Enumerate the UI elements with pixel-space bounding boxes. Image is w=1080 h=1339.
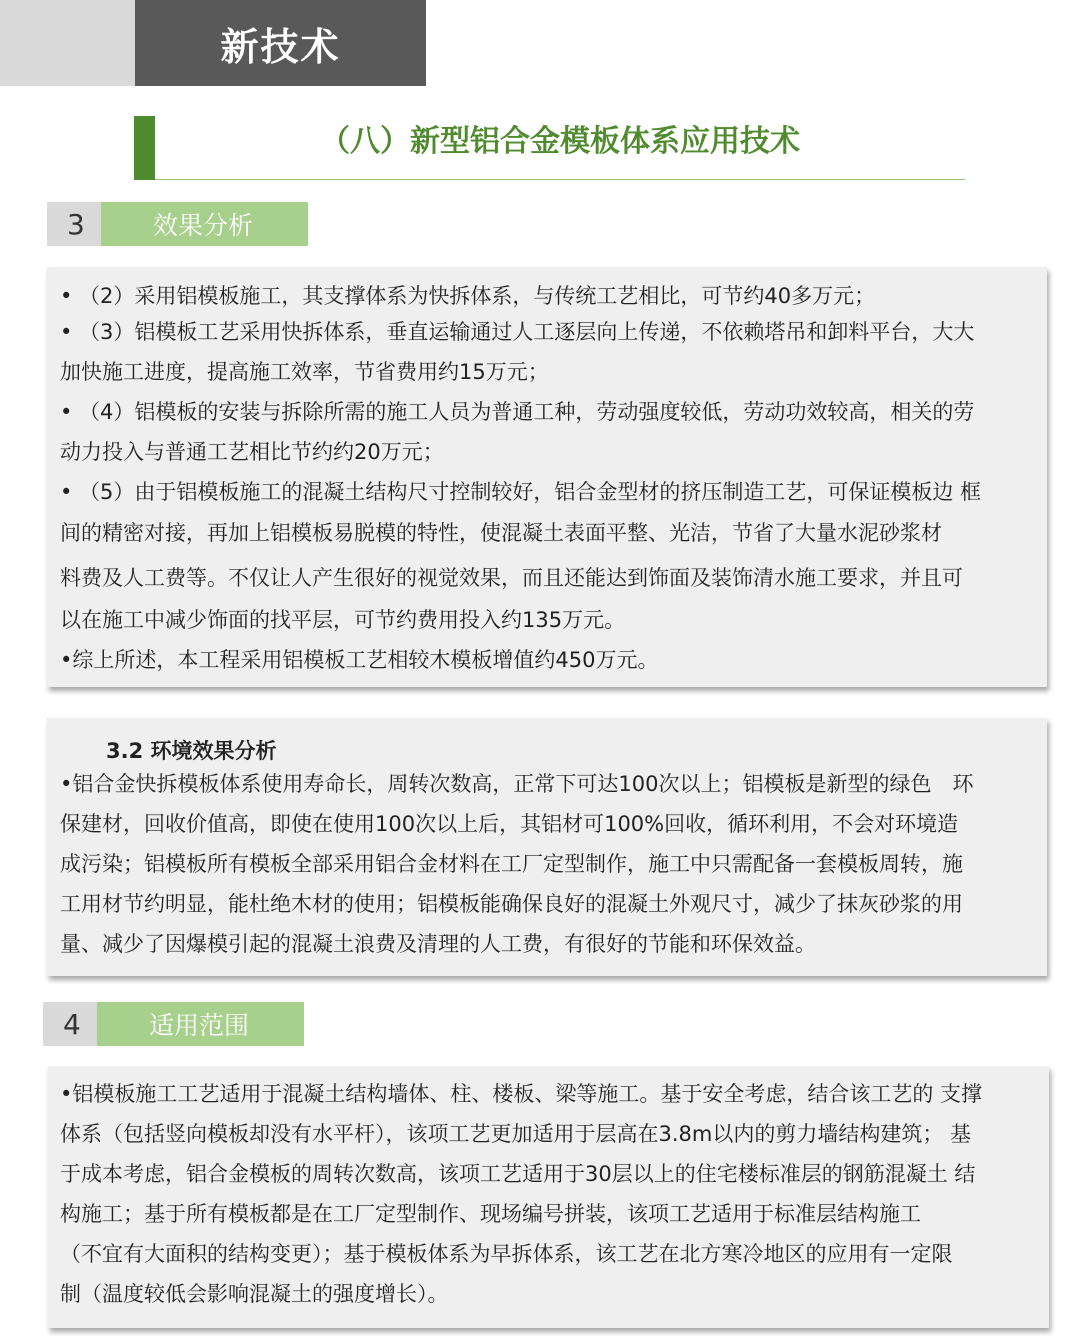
scope-line: 构施工；基于所有模板都是在工厂定型制作、现场编号拼装，该项工艺适用于标准层结构施工 xyxy=(60,1202,921,1226)
header-tag: 新技术 xyxy=(135,0,426,86)
effect-line: • （2）采用铝模板施工，其支撑体系为快拆体系，与传统工艺相比，可节约40多万元； xyxy=(60,284,876,308)
effect-line: • （3）铝模板工艺采用快拆体系，垂直运输通过人工逐层向上传递，不依赖塔吊和卸料平台，大大 xyxy=(60,320,975,344)
environment-line: •铝合金快拆模板体系使用寿命长，周转次数高，正常下可达100次以上；铝模板是新型的绿色 环 xyxy=(60,772,974,796)
section-4-number: 4 xyxy=(43,1002,97,1046)
section-3-label: 效果分析 xyxy=(101,202,308,246)
effect-line: 料费及人工费等。不仅让人产生很好的视觉效果，而且还能达到饰面及装饰清水施工要求，并且可 xyxy=(60,566,963,590)
page-title: （八）新型铝合金模板体系应用技术 xyxy=(320,124,800,159)
effect-line: •综上所述，本工程采用铝模板工艺相较木模板增值约450万元。 xyxy=(60,648,659,672)
effect-line: 动力投入与普通工艺相比节约约20万元； xyxy=(60,440,444,464)
environment-heading: 3.2 环境效果分析 xyxy=(106,739,277,763)
scope-line: （不宜有大面积的结构变更）；基于模板体系为早拆体系，该工艺在北方寒冷地区的应用有一定限 xyxy=(60,1242,953,1266)
environment-line: 保建材，回收价值高，即使在使用100次以上后，其铝材可100%回收，循环利用，不会对环境造 xyxy=(60,812,959,836)
section-4-label: 适用范围 xyxy=(97,1002,304,1046)
effect-line: • （4）铝模板的安装与拆除所需的施工人员为普通工种，劳动强度较低，劳动功效较高，相关的劳 xyxy=(60,400,975,424)
title-accent-bar xyxy=(134,116,155,180)
title-underline xyxy=(155,179,965,180)
environment-line: 量、减少了因爆模引起的混凝土浪费及清理的人工费，有很好的节能和环保效益。 xyxy=(60,932,816,956)
environment-line: 成污染；铝模板所有模板全部采用铝合金材料在工厂定型制作，施工中只需配备一套模板周转，施 xyxy=(60,852,963,876)
scope-line: 体系（包括竖向模板却没有水平杆），该项工艺更加适用于层高在3.8m以内的剪力墙结构建筑； 基 xyxy=(60,1122,972,1146)
effect-line: • （5）由于铝模板施工的混凝土结构尺寸控制较好，铝合金型材的挤压制造工艺，可保证模板边 框 xyxy=(60,480,982,504)
scope-line: 制（温度较低会影响混凝土的强度增长）。 xyxy=(60,1282,449,1306)
environment-line: 工用材节约明显，能杜绝木材的使用；铝模板能确保良好的混凝土外观尺寸，减少了抹灰砂浆的用 xyxy=(60,892,963,916)
header-left-block xyxy=(0,0,135,86)
scope-line: •铝模板施工工艺适用于混凝土结构墙体、柱、楼板、梁等施工。基于安全考虑，结合该工艺的 支撑 xyxy=(60,1082,983,1106)
section-3-number: 3 xyxy=(47,202,101,246)
effect-line: 间的精密对接，再加上铝模板易脱模的特性，使混凝土表面平整、光洁，节省了大量水泥砂浆材 xyxy=(60,521,942,545)
scope-line: 于成本考虑，铝合金模板的周转次数高，该项工艺适用于30层以上的住宅楼标准层的钢筋混凝土 结 xyxy=(60,1162,976,1186)
effect-line: 以在施工中减少饰面的找平层，可节约费用投入约135万元。 xyxy=(60,608,626,632)
effect-line: 加快施工进度，提高施工效率，节省费用约15万元； xyxy=(60,360,549,384)
